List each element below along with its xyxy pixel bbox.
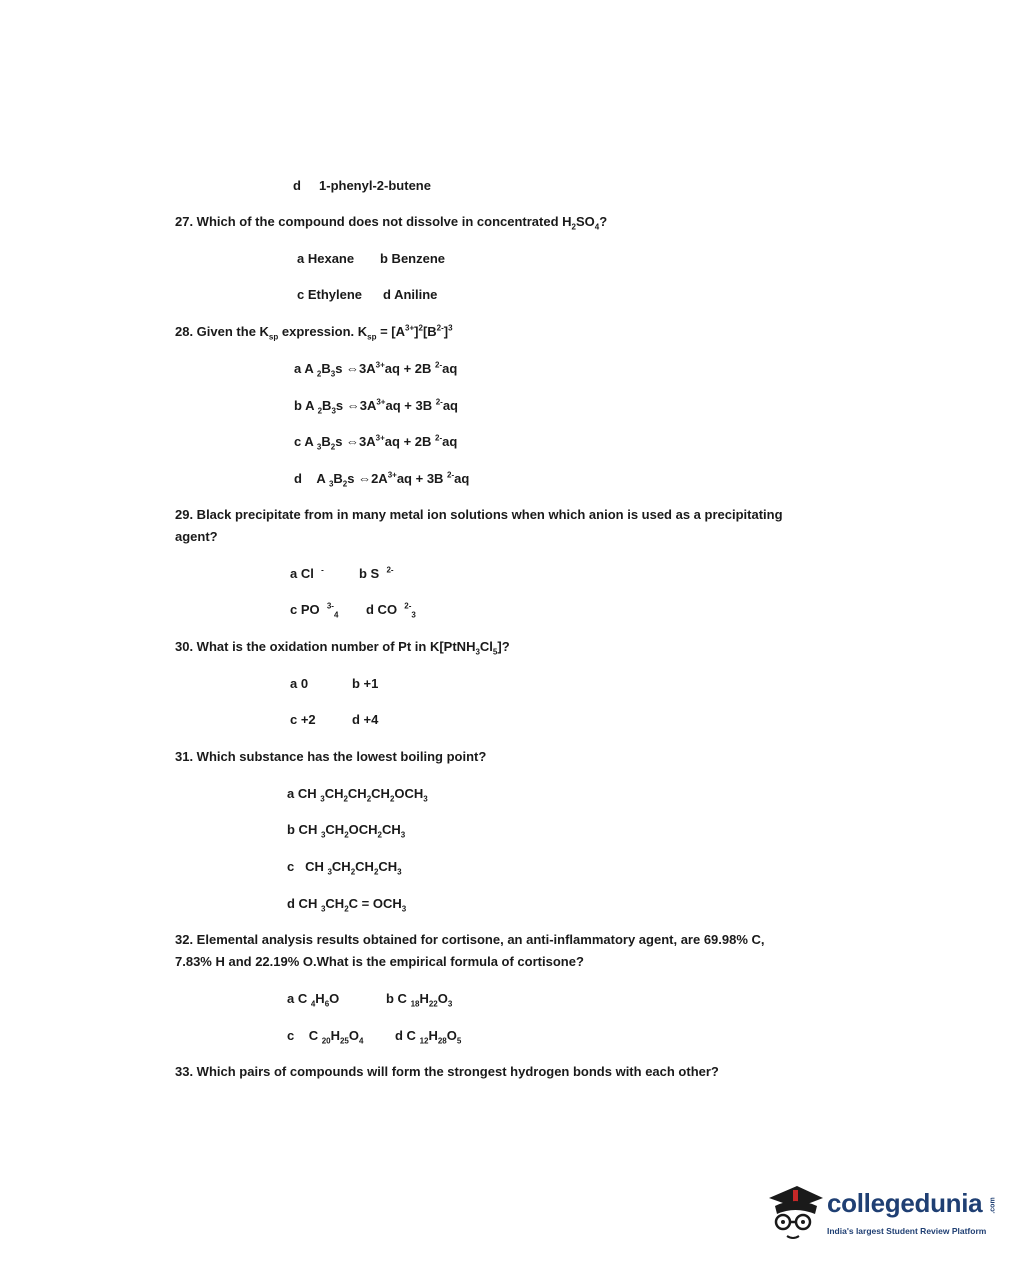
q31-option-c: c CH $_3CH_2CH_2CH_3$ (287, 859, 402, 877)
q31-option-a: a CH $_3CH_2CH_2CH_2OCH_3$ (287, 786, 428, 804)
logo-tagline: India's largest Student Review Platform (827, 1226, 987, 1236)
q28-option-d: d A $_3B_2s$ $\Leftrightarrow 2A^{3+}aq + 3B$ $^{2-}$aq (294, 470, 470, 489)
q27-option-b: b Benzene (380, 251, 446, 266)
q32-option-c: c C $_{20}H_{25}O_4$ (287, 1028, 364, 1046)
q30-option-d: d +4 (352, 712, 379, 727)
question-29-line-1: 29. Black precipitate from in many metal ion solutions when which anion is used as a precipitating (175, 507, 783, 522)
logo-wordmark: collegedunia (827, 1188, 983, 1218)
q27-option-c: c Ethylene (297, 287, 363, 302)
q27-option-a: a Hexane (297, 251, 355, 266)
question-32-line-2: 7.83% H and 22.19% O.What is the empirical formula of cortisone? (175, 954, 584, 969)
q29-option-c: c PO $^{3-}_4$ (290, 601, 339, 620)
q31-option-d: d CH $_3CH_2C = OCH_3$ (287, 896, 407, 914)
q32-option-a: a C $_4H_6O$ (287, 991, 340, 1009)
q28-option-b: b A $_2B_3s$ $\Leftrightarrow 3A^{3+}aq + 3B$ $^{2-}$aq (294, 397, 458, 416)
question-30: 30. What is the oxidation number of Pt in $K[PtNH_3Cl_5]$? (175, 639, 510, 657)
q32-option-d: d C $_{12}H_{28}O_5$ (395, 1028, 462, 1046)
q29-option-b: b S $^{2-}$ (359, 565, 394, 581)
q32-option-b: b C $_{18}H_{22}O_3$ (386, 991, 453, 1009)
q26-option-d: d 1-phenyl-2-butene (293, 178, 431, 193)
q29-option-d: d CO $^{2-}_3$ (366, 601, 416, 620)
q30-option-c: c +2 (290, 712, 316, 727)
logo-dotcom: .com (989, 1197, 997, 1214)
collegedunia-logo (765, 1176, 1005, 1246)
question-31: 31. Which substance has the lowest boiling point? (175, 749, 487, 764)
question-27: 27. Which of the compound does not dissolve in concentrated $H_2SO_4$? (175, 214, 608, 232)
q28-option-c: c A $_3B_2s$ $\Leftrightarrow 3A^{3+}aq + 2B$ $^{2-}$aq (294, 433, 458, 452)
q27-option-d: d Aniline (383, 287, 438, 302)
q28-option-a: a A $_2B_3s$ $\Leftrightarrow 3A^{3+}aq + 2B$ $^{2-}$aq (294, 360, 458, 379)
question-28: 28. Given the $K_{sp}$ expression. $K_{sp} = [A^{3+}]^2[B^{2-}]^3$ (175, 323, 453, 342)
q30-option-b: b +1 (352, 676, 379, 691)
question-29-line-2: agent? (175, 529, 218, 544)
q31-option-b: b CH $_3CH_2OCH_2CH_3$ (287, 822, 406, 840)
q30-option-a: a 0 (290, 676, 309, 691)
mascot-icon (765, 1176, 825, 1246)
question-32-line-1: 32. Elemental analysis results obtained for cortisone, an anti-inflammatory agent, are 69.98% C, (175, 932, 765, 947)
question-33: 33. Which pairs of compounds will form the strongest hydrogen bonds with each other? (175, 1064, 719, 1079)
q29-option-a: a Cl - (290, 565, 324, 581)
